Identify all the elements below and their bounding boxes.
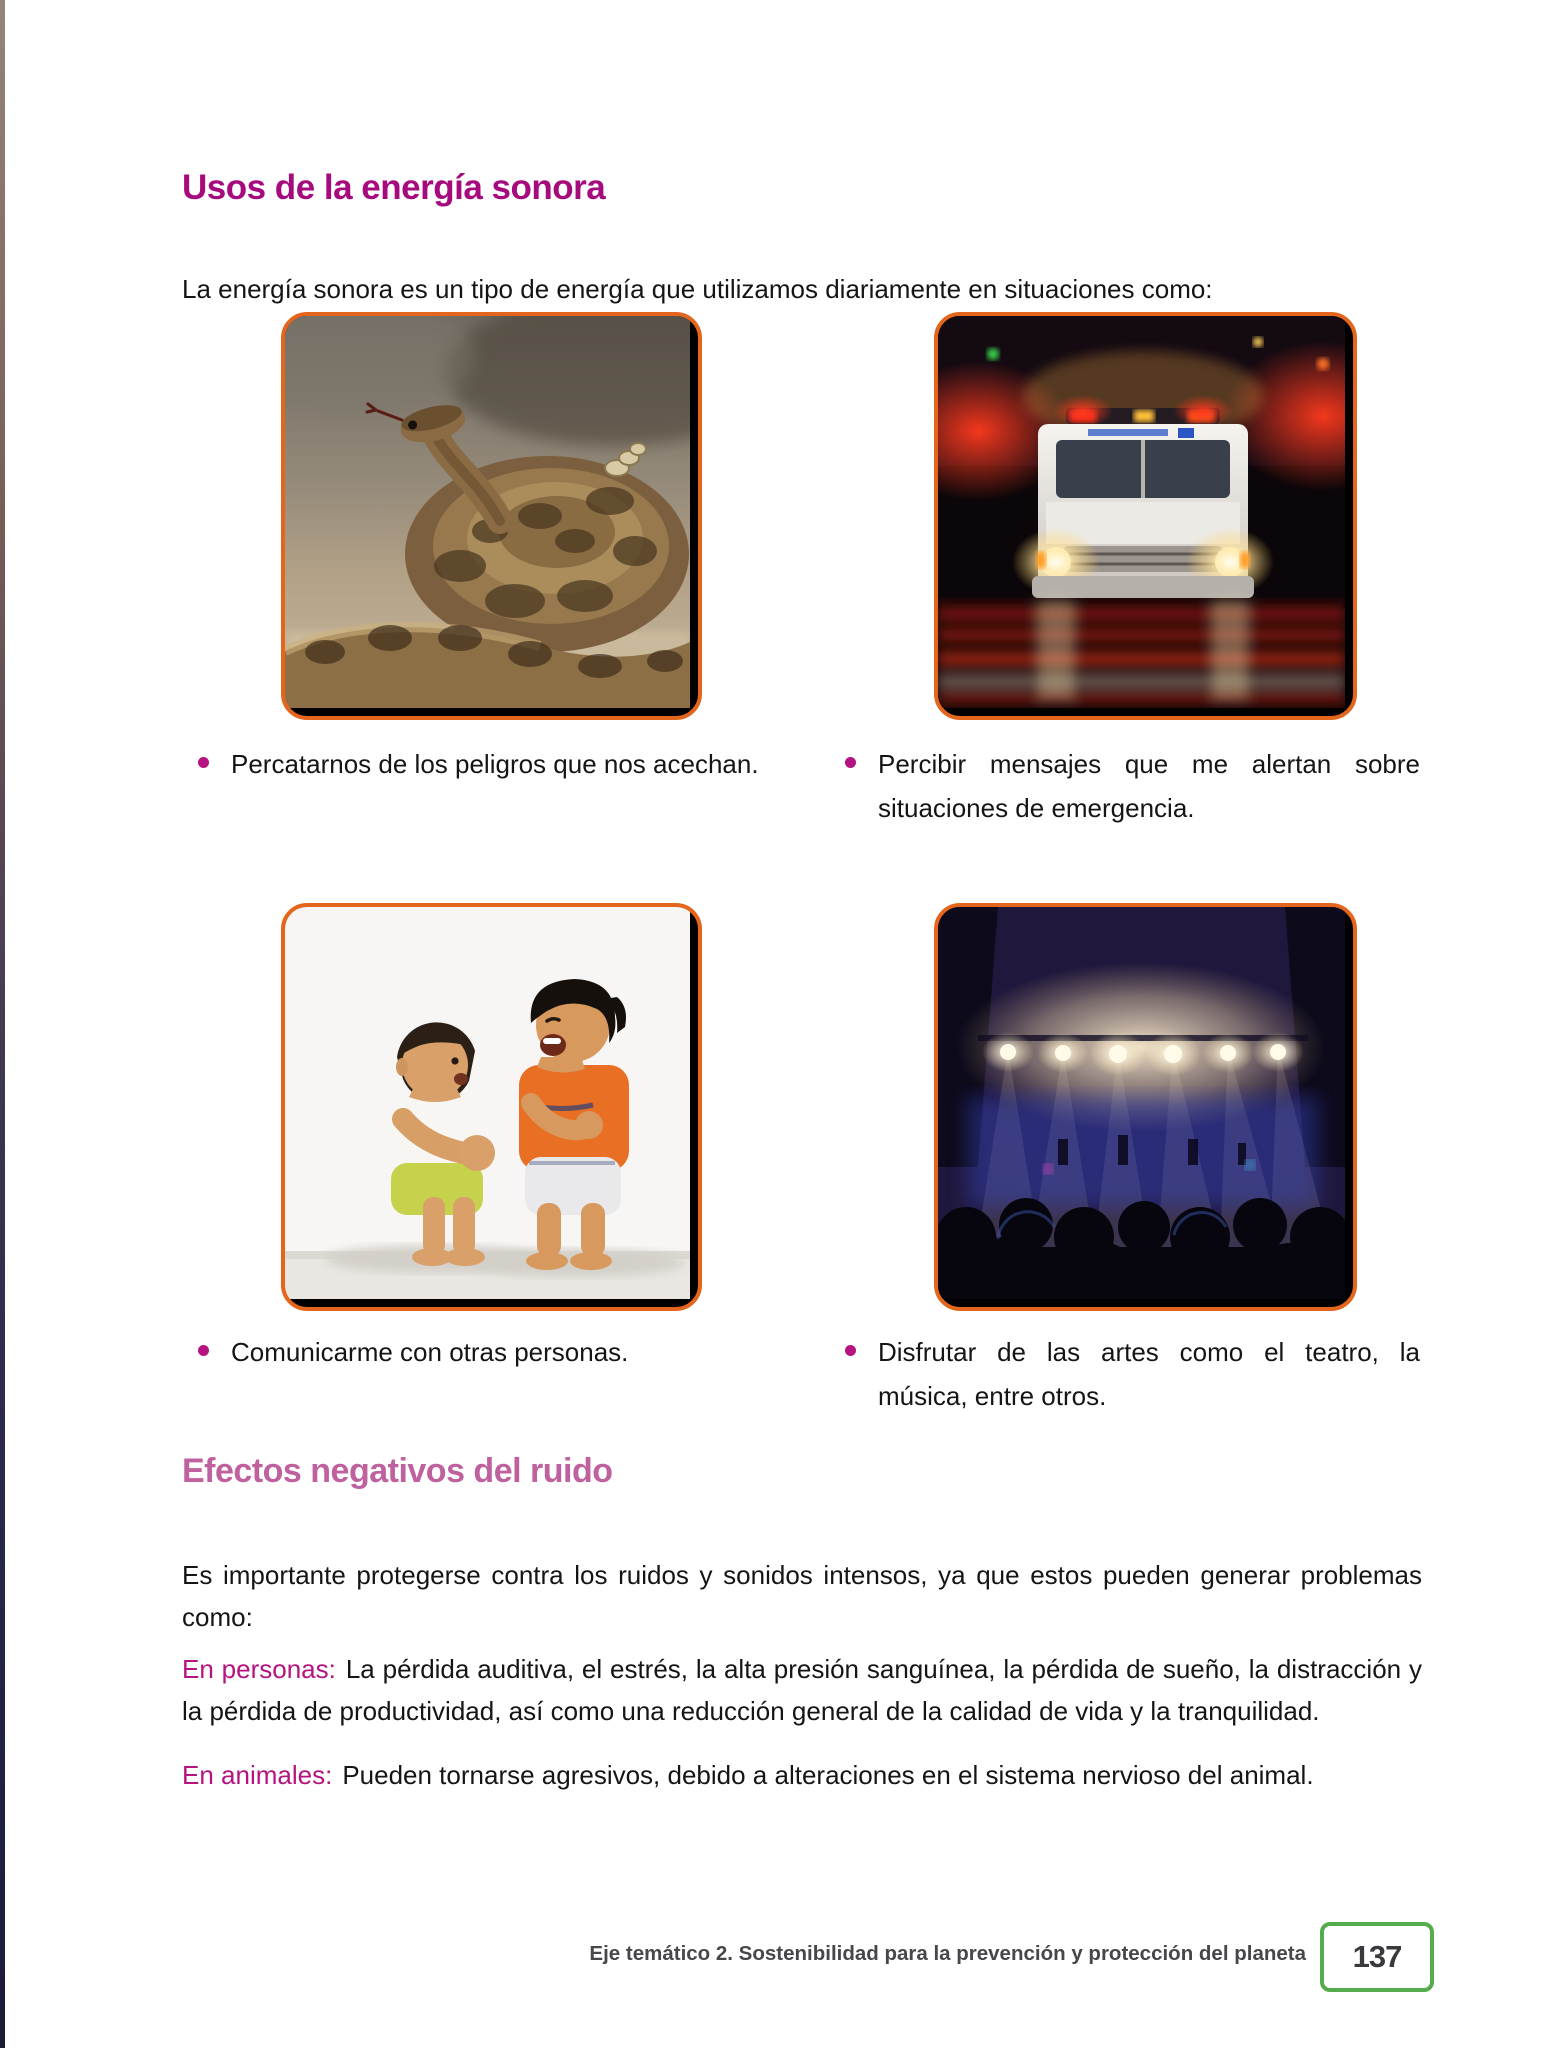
text-en-personas: La pérdida auditiva, el estrés, la alta presión sanguínea, la pérdida de sueño, la distracción y la pérdida de productividad, así como una reducción general de la calidad de vida y la tranquilidad.	[182, 1654, 1422, 1726]
concert-audience-photo	[934, 903, 1357, 1311]
bullet-icon	[845, 1345, 856, 1356]
caption-text: Percatarnos de los peligros que nos acechan.	[231, 749, 759, 779]
rattlesnake-illustration	[285, 316, 690, 708]
section-heading-usos: Usos de la energía sonora	[182, 168, 606, 207]
caption-text: Disfrutar de las artes como el teatro, la música, entre otros.	[878, 1337, 1420, 1411]
section-heading-efectos: Efectos negativos del ruido	[182, 1452, 613, 1490]
rattlesnake-photo	[281, 312, 702, 720]
lead-en-animales: En animales:	[182, 1760, 333, 1790]
bullet-icon	[198, 757, 209, 768]
caption-ambulance	[845, 742, 1420, 830]
text-en-animales: Pueden tornarse agresivos, debido a alteraciones en el sistema nervioso del animal.	[342, 1760, 1314, 1790]
bullet-icon	[845, 757, 856, 768]
bullet-icon	[198, 1345, 209, 1356]
ambulance-illustration	[938, 316, 1345, 708]
footer-running-title: Eje temático 2. Sostenibilidad para la prevención y protección del planeta	[589, 1942, 1306, 1965]
caption-children	[198, 1330, 818, 1374]
children-illustration	[285, 907, 690, 1299]
page-number: 137	[1352, 1939, 1402, 1974]
caption-concert	[845, 1330, 1420, 1418]
section1-intro-paragraph: La energía sonora es un tipo de energía que utilizamos diariamente en situaciones como:	[182, 274, 1213, 304]
children-talking-photo	[281, 903, 702, 1311]
paragraph-en-animales	[182, 1754, 1422, 1796]
caption-text: Percibir mensajes que me alertan sobre situaciones de emergencia.	[878, 749, 1420, 823]
section2-intro-paragraph: Es importante protegerse contra los ruidos y sonidos intensos, ya que estos pueden generar problemas como:	[182, 1560, 1422, 1632]
page-number-box	[1320, 1922, 1434, 1992]
caption-text: Comunicarme con otras personas.	[231, 1337, 629, 1367]
concert-illustration	[938, 907, 1345, 1299]
lead-en-personas: En personas:	[182, 1654, 336, 1684]
ambulance-night-photo	[934, 312, 1357, 720]
paragraph-en-personas	[182, 1648, 1422, 1732]
caption-snake	[198, 742, 818, 786]
page-scan-edge	[0, 0, 5, 2048]
